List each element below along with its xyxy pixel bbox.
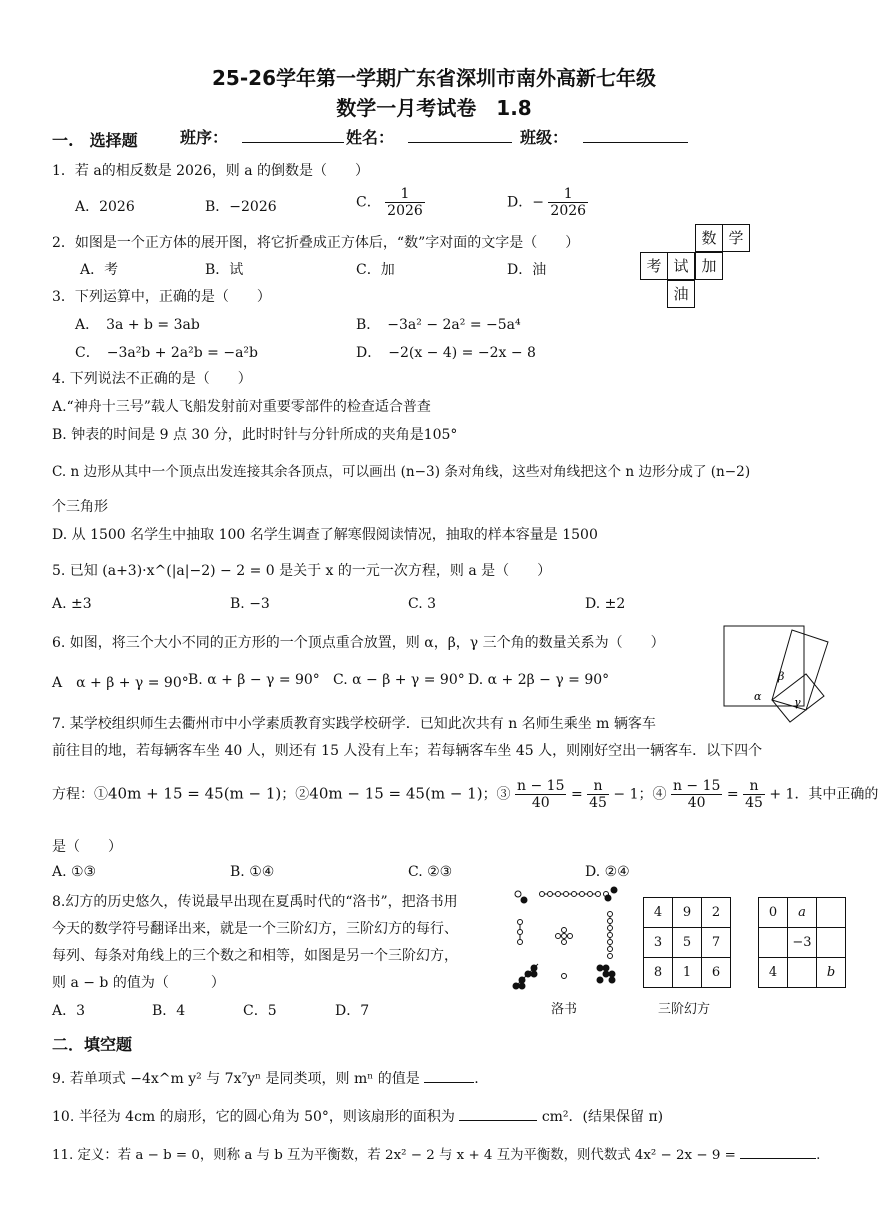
q10-text: 10. 半径为 4cm 的扇形，它的圆心角为 50°，则该扇形的面积为	[52, 1109, 455, 1125]
luoshu-caption: 洛书	[551, 1002, 578, 1017]
q7-eq4-den1: 40	[687, 795, 706, 812]
three-squares-diagram	[720, 622, 860, 722]
q7-text-3: 是（ ）	[52, 839, 122, 855]
angle-alpha-label: α	[754, 690, 762, 703]
q5-option-a: A. ±3	[52, 596, 92, 612]
ms-cell: 8	[644, 958, 673, 988]
ms-cell: 5	[673, 928, 702, 958]
q7-eq4-den2: 45	[745, 795, 763, 812]
q8-text-3: 每列、每条对角线上的三个数之和相等，如图是另一个三阶幻方，	[52, 948, 458, 964]
name-field[interactable]	[408, 124, 512, 143]
q11	[52, 1144, 820, 1163]
q7-eq4-tail: + 1	[769, 786, 795, 803]
q1-c-num: 1	[385, 186, 425, 203]
q1-option-a: A．2026	[75, 199, 135, 215]
large-square	[724, 626, 804, 706]
q9-text: 9. 若单项式 −4x^m y² 与 7x⁷yⁿ 是同类项，则 mⁿ 的值是	[52, 1071, 420, 1087]
q3-option-a: A． 3a + b = 3ab	[75, 317, 200, 333]
q7-eq4-frac2	[743, 778, 765, 811]
q7-equations	[52, 778, 878, 811]
q4-option-a: A.“神舟十三号”载人飞船发射前对重要零部件的检查适合普查	[52, 399, 431, 415]
q7-eq3-den2: 45	[589, 795, 607, 812]
q7-eq3-den1: 40	[531, 795, 550, 812]
title-line-2: 数学一月考试卷 1.8	[336, 96, 532, 120]
q6-option-a: A α + β + γ = 90°	[52, 675, 189, 691]
q2-option-c: C．加	[356, 262, 395, 278]
q7-eq4-eq: =	[726, 786, 739, 803]
q1-c-fraction	[385, 186, 425, 219]
ms-cell: 1	[673, 958, 702, 988]
q7-option-b: B. ①④	[230, 864, 275, 880]
ms2-cell-a: a	[788, 898, 817, 928]
net-cell-kao: 考	[640, 252, 668, 280]
q7-text-2: 前往目的地，若每辆客车坐 40 人，则还有 15 人没有上车；若每辆客车坐 45 人，则刚好空出一辆客车．以下四个	[52, 743, 763, 759]
q7-eq4-frac1	[671, 778, 722, 811]
q1-text: 1．若 a的相反数是 2026，则 a 的倒数是（ ）	[52, 163, 370, 179]
ms-cell: 9	[673, 898, 702, 928]
q7-eq3-num2: n	[587, 778, 609, 795]
q7-option-d: D. ②④	[585, 864, 630, 880]
magic-square-question	[758, 897, 846, 988]
q4-option-b: B. 钟表的时间是 9 点 30 分，此时时针与分针所成的夹角是105°	[52, 427, 458, 443]
q1-c-prefix: C．	[356, 194, 381, 211]
q6-option-d: D. α + 2β − γ = 90°	[468, 672, 610, 688]
q5-option-d: D. ±2	[585, 596, 626, 612]
q8-text-4: 则 a − b 的值为（ ）	[52, 975, 225, 991]
q7-option-a: A. ①③	[52, 864, 97, 880]
seat-label: 班序：	[180, 128, 229, 147]
name-label: 姓名：	[346, 128, 395, 147]
q7-text-1: 7. 某学校组织师生去衢州市中小学素质教育实践学校研学．已知此次共有 n 名师生乘坐 m 辆客车	[52, 716, 656, 732]
q5-option-c: C. 3	[408, 596, 437, 612]
magic-square-example	[643, 897, 731, 988]
net-cell-jia: 加	[695, 252, 723, 280]
q7-eq2-prefix: ；②	[281, 786, 310, 803]
q6-option-b: B. α + β − γ = 90°	[188, 672, 320, 688]
q7-eq1: 40m + 15 = 45(m − 1)	[108, 784, 282, 803]
q7-eq3-prefix: ；③	[482, 786, 511, 803]
q7-eq-prefix: 方程：①	[52, 786, 108, 803]
q4-option-c: C. n 边形从其中一个顶点出发连接其余各顶点，可以画出 (n−3) 条对角线，这些对角线把这个 n 边形分成了 (n−2)	[52, 464, 751, 480]
q1-option-c	[356, 186, 425, 219]
q4-text: 4. 下列说法不正确的是（ ）	[52, 371, 252, 387]
angle-gamma-label: γ	[794, 696, 801, 709]
q8-option-a: A．3	[52, 1003, 86, 1019]
ms-cell: 2	[702, 898, 731, 928]
q1-c-den: 2026	[387, 203, 423, 220]
q1-option-d	[507, 186, 588, 219]
q4-option-d: D. 从 1500 名学生中抽取 100 名学生调查了解寒假阅读情况，抽取的样本容量是 1500	[52, 527, 598, 543]
ms-cell: 4	[644, 898, 673, 928]
net-cell-shi: 试	[667, 252, 695, 280]
net-cell-you: 油	[667, 280, 695, 308]
q1-d-fraction	[548, 186, 588, 219]
ms2-cell: −3	[788, 928, 817, 958]
q11-answer-blank[interactable]	[740, 1158, 816, 1159]
q7-eq4-num2: n	[743, 778, 765, 795]
q8-option-c: C．5	[243, 1003, 277, 1019]
magic-square-caption: 三阶幻方	[658, 1002, 711, 1017]
section-fill-heading: 二．填空题	[52, 1035, 133, 1054]
q9-tail: .	[474, 1071, 479, 1087]
q4-option-c-cont: 个三角形	[52, 499, 108, 515]
q7-eq3-eq: =	[570, 786, 583, 803]
q3-option-b: B． −3a² − 2a² = −5a⁴	[356, 317, 521, 333]
q7-option-c: C. ②③	[408, 864, 453, 880]
ms2-cell	[788, 958, 817, 988]
q9-answer-blank[interactable]	[424, 1082, 474, 1083]
ms2-cell: 0	[759, 898, 788, 928]
ms-cell: 3	[644, 928, 673, 958]
q7-eq3-frac2	[587, 778, 609, 811]
q7-eq2: 40m − 15 = 45(m − 1)	[309, 784, 483, 803]
class-field[interactable]	[583, 124, 688, 143]
ms2-cell-b: b	[817, 958, 846, 988]
net-cell-shu: 数	[695, 224, 723, 252]
ms2-cell	[817, 928, 846, 958]
q7-eq3-tail: − 1	[613, 786, 639, 803]
q1-option-b: B．−2026	[205, 199, 277, 215]
q7-eq3-frac1	[515, 778, 566, 811]
class-label: 班级：	[520, 128, 569, 147]
q2-option-d: D．油	[507, 262, 547, 278]
ms2-cell: 4	[759, 958, 788, 988]
q7-eq-suffix: ．其中正确的	[794, 786, 878, 803]
seat-field[interactable]	[242, 124, 344, 143]
q7-eq3-num1: n − 15	[517, 778, 565, 794]
luoshu-diagram	[508, 884, 626, 992]
q8-text-1: 8.幻方的历史悠久，传说最早出现在夏禹时代的“洛书”，把洛书用	[52, 894, 458, 910]
q5-option-b: B. −3	[230, 596, 270, 612]
q10-answer-blank[interactable]	[459, 1120, 537, 1121]
ms-cell: 6	[702, 958, 731, 988]
q8-option-b: B．4	[152, 1003, 186, 1019]
q8-text-2: 今天的数学符号翻译出来，就是一个三阶幻方，三阶幻方的每行、	[52, 921, 458, 937]
q10-tail: cm²．(结果保留 π)	[541, 1109, 664, 1125]
q8-option-d: D．7	[335, 1003, 370, 1019]
q9	[52, 1068, 479, 1088]
q5-text: 5. 已知 (a+3)·x^(|a|−2) − 2 = 0 是关于 x 的一元一次方程，则 a 是（ ）	[52, 563, 552, 579]
angle-beta-label: β	[778, 670, 785, 683]
ms2-cell	[817, 898, 846, 928]
q6-option-c: C. α − β + γ = 90°	[333, 672, 465, 688]
q1-d-den: 2026	[550, 203, 587, 220]
q2-option-b: B．试	[205, 262, 244, 278]
q11-tail: .	[816, 1148, 821, 1163]
ms-cell: 7	[702, 928, 731, 958]
q10	[52, 1106, 663, 1126]
net-cell-xue: 学	[722, 224, 750, 252]
q1-d-prefix: D．−	[507, 194, 544, 211]
q1-d-num: 1	[548, 186, 588, 203]
q7-eq4-prefix: ；④	[638, 786, 667, 803]
ms2-cell	[759, 928, 788, 958]
q6-text: 6. 如图，将三个大小不同的正方形的一个顶点重合放置，则 α，β，γ 三个角的数量关系为（ ）	[52, 635, 665, 651]
section-choice-heading: 一. 选择题	[52, 131, 138, 150]
q2-text: 2．如图是一个正方体的展开图，将它折叠成正方体后，“数”字对面的文字是（ ）	[52, 235, 580, 251]
q3-option-c: C． −3a²b + 2a²b = −a²b	[75, 345, 259, 361]
q2-option-a: A．考	[80, 262, 119, 278]
title-line-1: 25-26学年第一学期广东省深圳市南外高新七年级	[212, 66, 656, 90]
q11-text: 11. 定义：若 a − b = 0，则称 a 与 b 互为平衡数，若 2x² − 2 与 x + 4 互为平衡数，则代数式 4x² − 2x − 9 =	[52, 1148, 736, 1163]
q3-text: 3．下列运算中，正确的是（ ）	[52, 289, 271, 305]
q3-option-d: D． −2(x − 4) = −2x − 8	[356, 345, 536, 361]
q7-eq4-num1: n − 15	[672, 778, 721, 794]
